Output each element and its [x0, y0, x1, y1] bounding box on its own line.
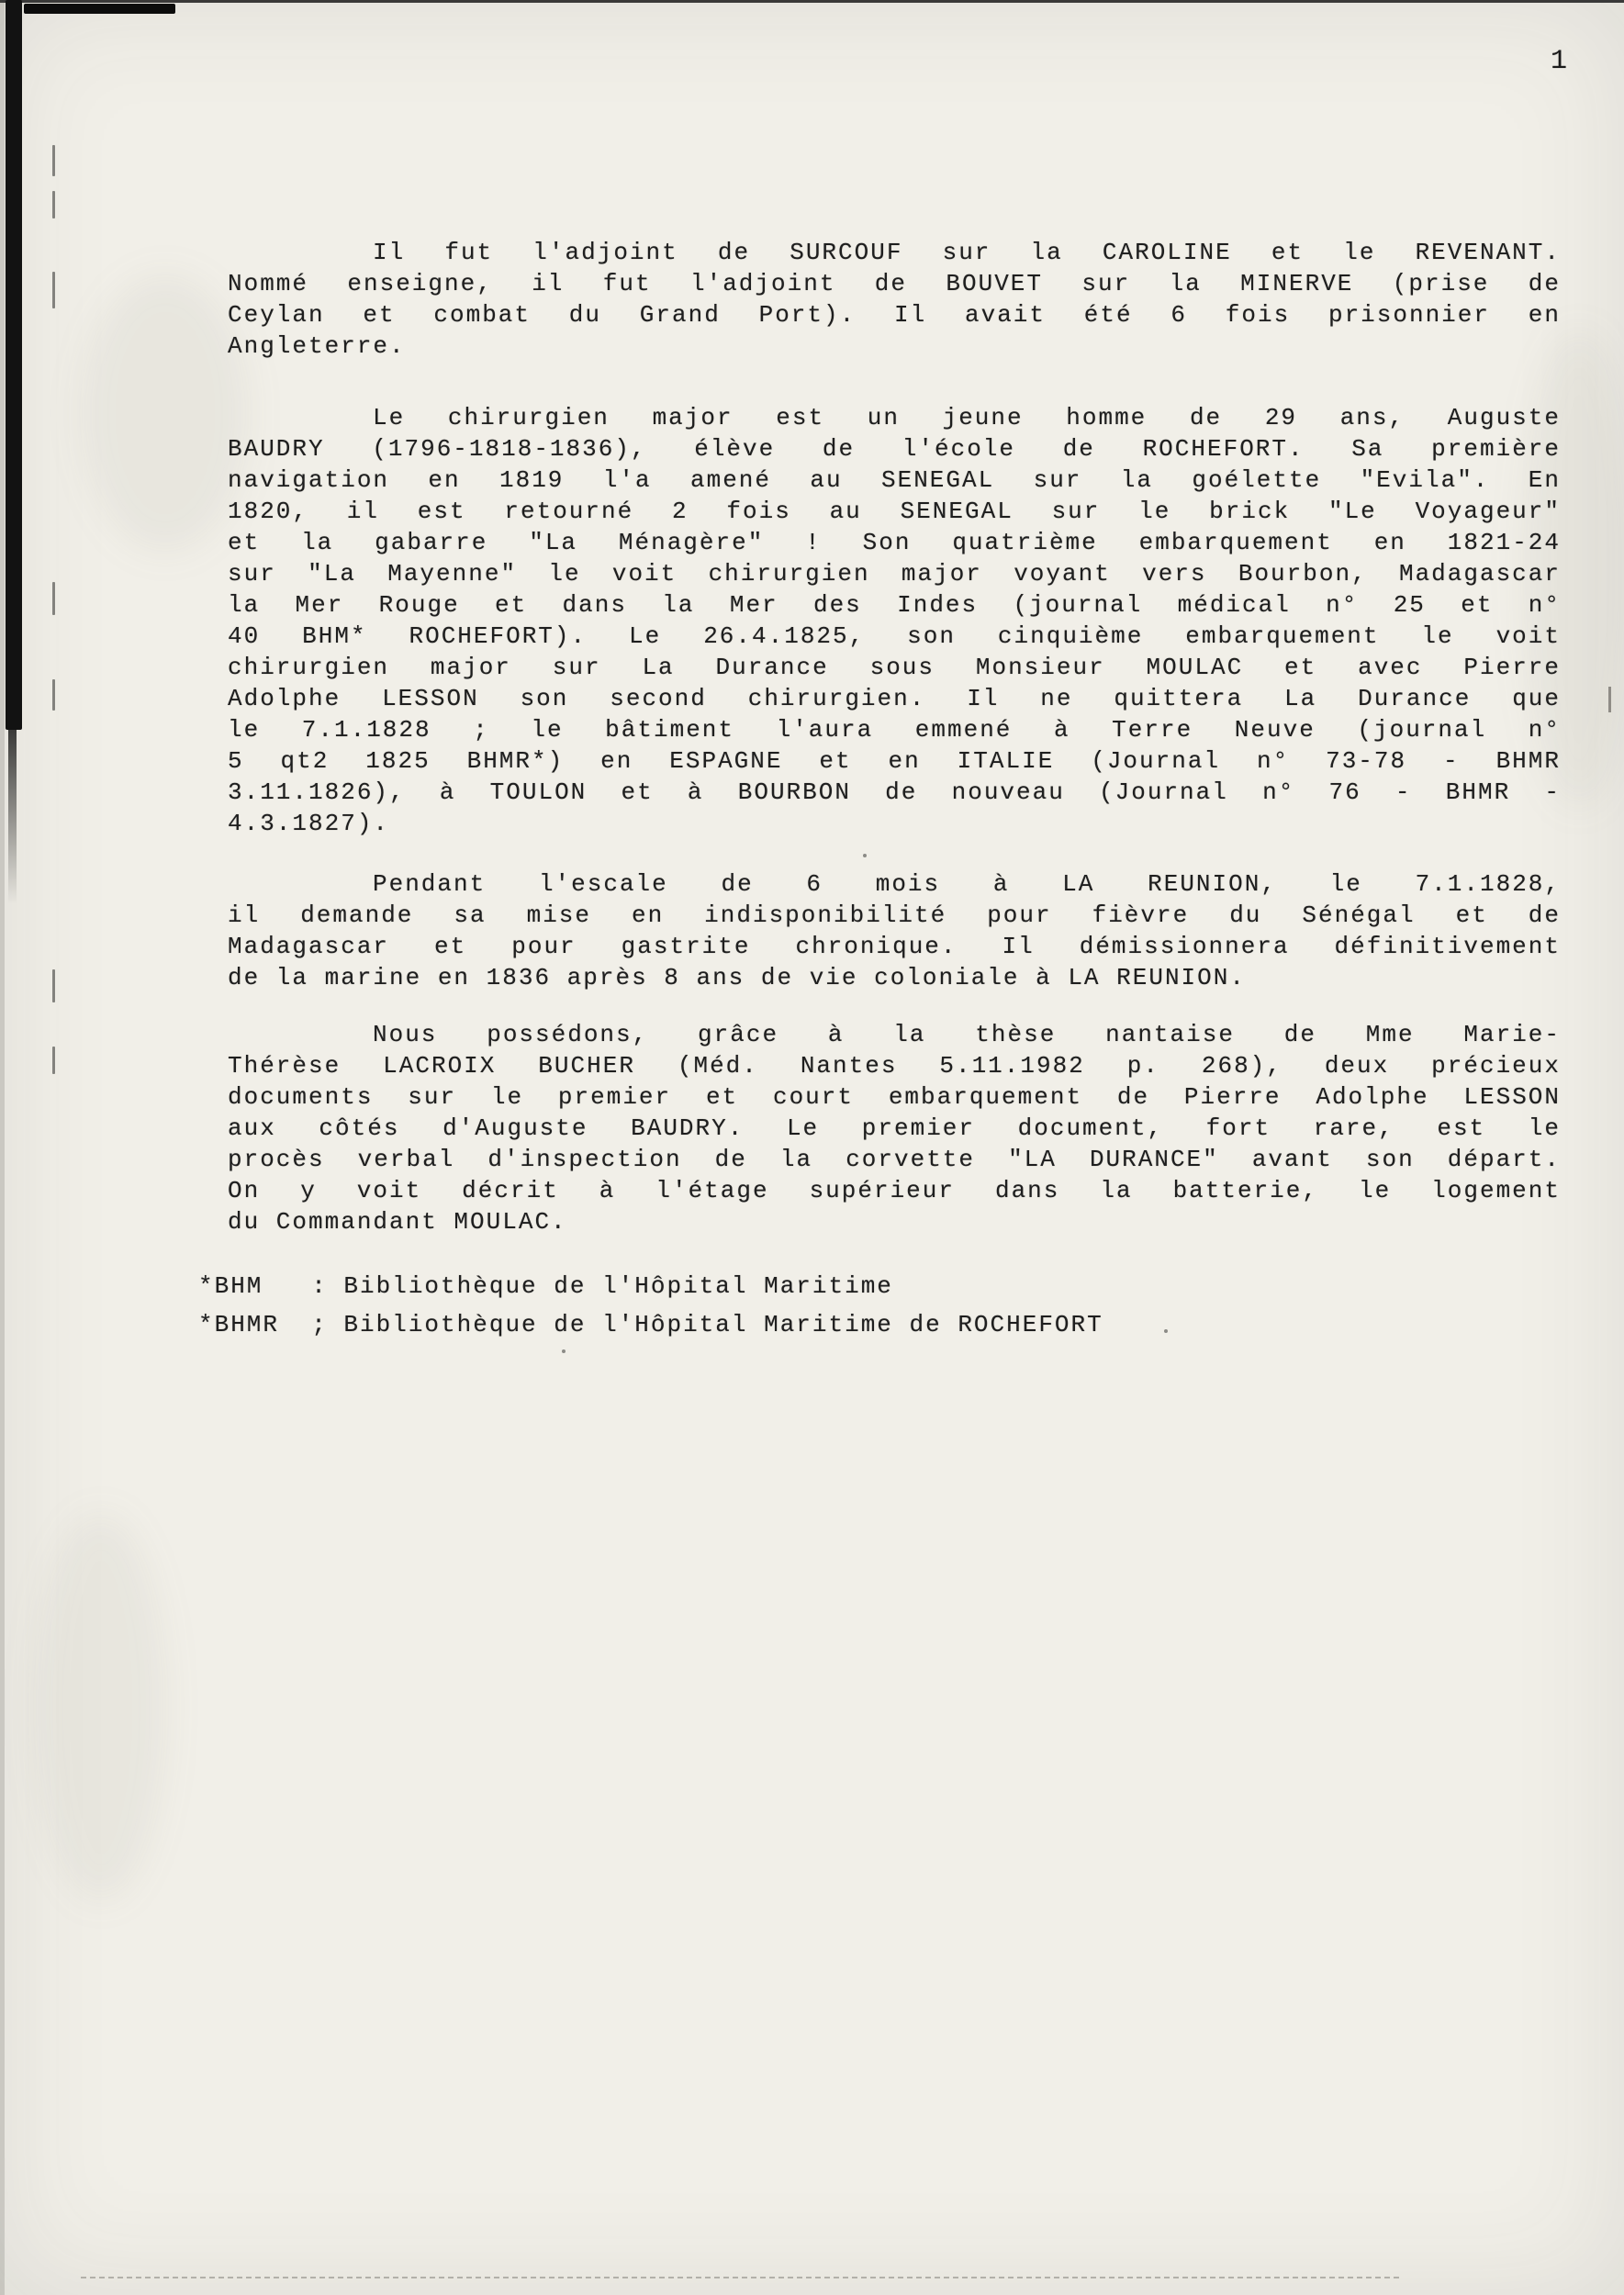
- text-line: Angleterre.: [228, 332, 406, 360]
- text-line: de la marine en 1836 après 8 ans de vie coloniale à LA REUNION.: [228, 964, 1246, 991]
- scan-artifact-tick: [52, 969, 55, 1002]
- footnote-bhm: *BHM : Bibliothèque de l'Hôpital Maritime: [198, 1272, 893, 1300]
- scan-artifact-tick: [52, 1047, 55, 1074]
- scan-artifact-top-left-mark: [24, 4, 175, 14]
- paragraph-surcouf: [228, 237, 1561, 362]
- text-line: Pendant l'escale de 6 mois à LA REUNION, le 7.1.1828,: [373, 870, 1561, 898]
- text-line: et la gabarre "La Ménagère" ! Son quatrième embarquement en 1821-24: [228, 529, 1561, 556]
- paragraph-documents: [228, 1019, 1561, 1237]
- text-line: Ceylan et combat du Grand Port). Il avait été 6 fois prisonnier en: [228, 301, 1561, 329]
- scan-artifact-left-edge-fade: [8, 730, 17, 904]
- footnote-bhmr: *BHMR ; Bibliothèque de l'Hôpital Maritime de ROCHEFORT: [198, 1311, 1103, 1338]
- page-number: 1: [1550, 46, 1567, 77]
- text-line: le 7.1.1828 ; le bâtiment l'aura emmené à Terre Neuve (journal n°: [228, 716, 1561, 744]
- text-line: 3.11.1826), à TOULON et à BOURBON de nouveau (Journal n° 76 - BHMR -: [228, 778, 1561, 806]
- text-line: navigation en 1819 l'a amené au SENEGAL sur la goélette "Evila". En: [228, 466, 1561, 494]
- scan-artifact-top-edge-line: [0, 0, 1624, 3]
- scan-artifact-tick: [52, 679, 55, 711]
- text-line: procès verbal d'inspection de la corvette "LA DURANCE" avant son départ.: [228, 1146, 1561, 1173]
- scan-artifact-tick: [52, 145, 55, 176]
- text-line: du Commandant MOULAC.: [228, 1208, 567, 1236]
- paragraph-reunion: [228, 868, 1561, 993]
- scan-artifact-left-edge-bar: [6, 0, 22, 730]
- footnotes: [198, 1267, 1561, 1344]
- text-line: la Mer Rouge et dans la Mer des Indes (journal médical n° 25 et n°: [228, 591, 1561, 619]
- text-line: documents sur le premier et court embarquement de Pierre Adolphe LESSON: [228, 1083, 1561, 1111]
- text-line: Nous possédons, grâce à la thèse nantaise de Mme Marie-: [373, 1021, 1561, 1048]
- document-body: [198, 237, 1561, 1344]
- text-line: Il fut l'adjoint de SURCOUF sur la CAROLINE et le REVENANT.: [373, 239, 1561, 266]
- scan-artifact-tick: [52, 582, 55, 615]
- text-line: Adolphe LESSON son second chirurgien. Il ne quittera La Durance que: [228, 685, 1561, 712]
- text-line: 1820, il est retourné 2 fois au SENEGAL sur le brick "Le Voyageur": [228, 498, 1561, 525]
- scan-artifact-smudge: [83, 275, 248, 551]
- text-line: aux côtés d'Auguste BAUDRY. Le premier document, fort rare, est le: [228, 1114, 1561, 1142]
- text-line: Le chirurgien major est un jeune homme de 29 ans, Auguste: [373, 404, 1561, 431]
- text-line: 4.3.1827).: [228, 810, 390, 837]
- text-line: chirurgien major sur La Durance sous Monsieur MOULAC et avec Pierre: [228, 654, 1561, 681]
- scan-artifact-smudge: [37, 1515, 165, 1900]
- scan-artifact-left-streak: [0, 0, 5, 2295]
- text-line: il demande sa mise en indisponibilité pour fièvre du Sénégal et de: [228, 901, 1561, 929]
- text-line: Thérèse LACROIX BUCHER (Méd. Nantes 5.11.1982 p. 268), deux précieux: [228, 1052, 1561, 1080]
- scan-artifact-tick: [52, 272, 55, 308]
- scan-artifact-speck: [562, 1349, 566, 1353]
- text-line: Madagascar et pour gastrite chronique. Il démissionnera définitivement: [228, 933, 1561, 960]
- scan-artifact-bottom-dotted-line: [81, 2277, 1399, 2278]
- scan-artifact-tick: [52, 191, 55, 218]
- text-line: 40 BHM* ROCHEFORT). Le 26.4.1825, son cinquième embarquement le voit: [228, 622, 1561, 650]
- text-line: BAUDRY (1796-1818-1836), élève de l'école de ROCHEFORT. Sa première: [228, 435, 1561, 463]
- text-line: On y voit décrit à l'étage supérieur dans la batterie, le logement: [228, 1177, 1561, 1204]
- paragraph-baudry: [228, 402, 1561, 839]
- text-line: 5 qt2 1825 BHMR*) en ESPAGNE et en ITALIE (Journal n° 73-78 - BHMR: [228, 747, 1561, 775]
- text-line: sur "La Mayenne" le voit chirurgien major voyant vers Bourbon, Madagascar: [228, 560, 1561, 588]
- text-line: Nommé enseigne, il fut l'adjoint de BOUVET sur la MINERVE (prise de: [228, 270, 1561, 297]
